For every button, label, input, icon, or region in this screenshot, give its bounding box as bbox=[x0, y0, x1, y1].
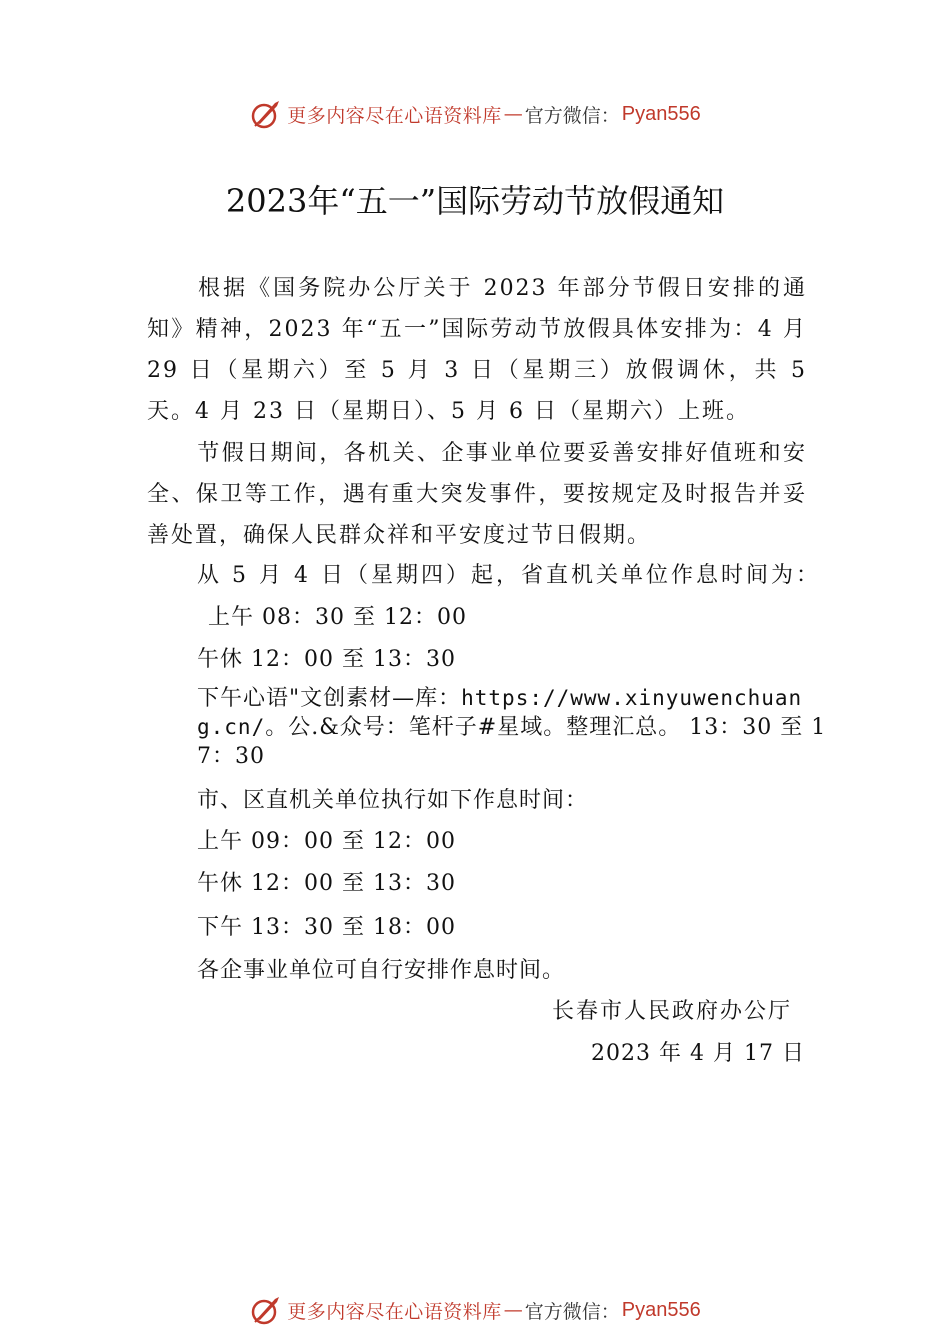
document-title: 2023年“五一”国际劳动节放假通知 bbox=[225, 182, 725, 220]
provincial-afternoon-suffix: 。公.&众号：笔杆子#星域。整理汇总。 13：30 至 17：30 bbox=[197, 715, 827, 769]
quill-pen-logo-icon bbox=[249, 97, 283, 131]
city-noon: 午休 12：00 至 13：30 bbox=[197, 871, 456, 896]
watermark-text: 更多内容尽在心语资料库 bbox=[287, 104, 502, 127]
watermark-separator: — bbox=[503, 1299, 523, 1321]
provincial-afternoon-url: https://www.xinyuwenchuang.cn/ bbox=[197, 686, 803, 739]
paragraph-2 bbox=[147, 433, 807, 556]
watermark-official: 官方微信： bbox=[524, 1300, 620, 1323]
watermark-banner-bottom bbox=[0, 1290, 950, 1330]
paragraph-1-text: 根据《国务院办公厅关于 2023 年部分节假日安排的通知》精神，2023 年“五一”国际劳动节放假具体安排为：4 月 29 日（星期六）至 5 月 3 日（星期三）放假调休，共 5 天。4 月 23 日（星期日）、5 月 6 日（星期六）上班。 bbox=[147, 276, 807, 424]
provincial-afternoon-prefix: 下午心语"文创素材—库： bbox=[197, 686, 462, 711]
watermark-banner-top bbox=[0, 94, 950, 134]
city-afternoon: 下午 13：30 至 18：00 bbox=[197, 915, 456, 940]
provincial-afternoon bbox=[197, 684, 827, 771]
quill-pen-logo-icon bbox=[249, 1293, 283, 1327]
watermark-id: Pyan556 bbox=[621, 1298, 701, 1321]
watermark-id: Pyan556 bbox=[621, 102, 701, 125]
provincial-morning: 上午 08：30 至 12：00 bbox=[208, 605, 467, 630]
paragraph-2-text: 节假日期间，各机关、企事业单位要妥善安排好值班和安全、保卫等工作，遇有重大突发事件，要按规定及时报告并妥善处置，确保人民群众祥和平安度过节日假期。 bbox=[147, 441, 807, 548]
signature-org: 长春市人民政府办公厅 bbox=[551, 999, 792, 1024]
city-morning: 上午 09：00 至 12：00 bbox=[197, 829, 456, 854]
city-intro: 市、区直机关单位执行如下作息时间： bbox=[197, 788, 589, 813]
provincial-noon: 午休 12：00 至 13：30 bbox=[197, 647, 456, 672]
watermark-official: 官方微信： bbox=[524, 104, 620, 127]
paragraph-1 bbox=[147, 268, 807, 432]
watermark-separator: — bbox=[503, 103, 523, 125]
provincial-intro: 从 5 月 4 日（星期四）起，省直机关单位作息时间为： bbox=[197, 563, 821, 588]
signature-date: 2023 年 4 月 17 日 bbox=[591, 1041, 805, 1066]
watermark-text: 更多内容尽在心语资料库 bbox=[287, 1300, 502, 1323]
closing-line: 各企事业单位可自行安排作息时间。 bbox=[197, 958, 566, 983]
